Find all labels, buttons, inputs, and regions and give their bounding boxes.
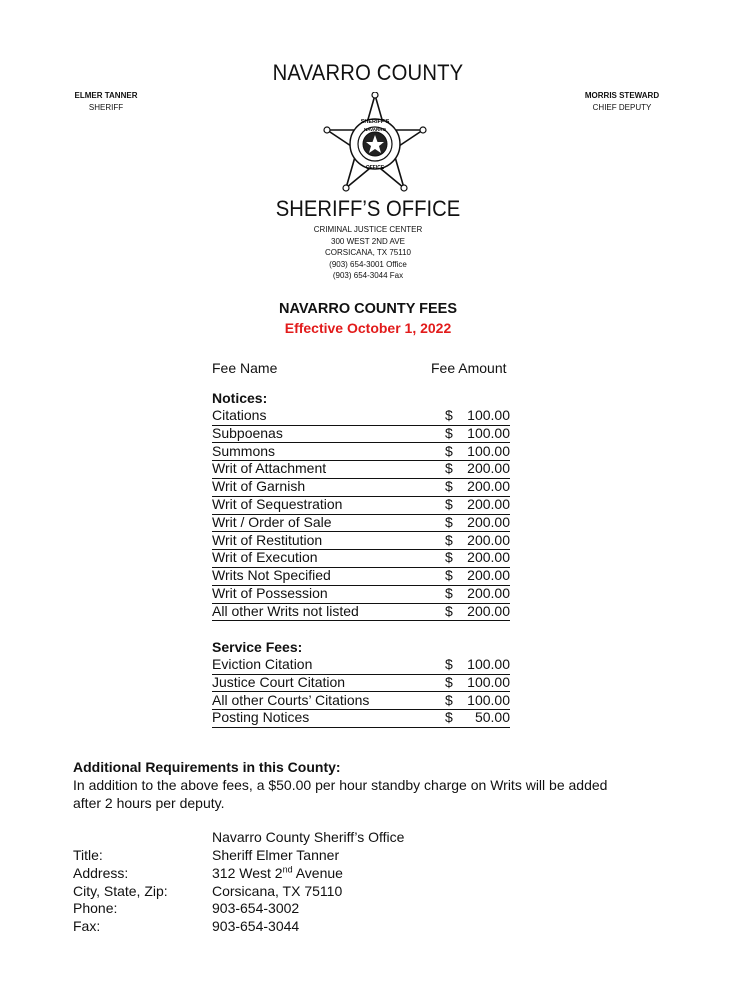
currency-symbol: $ xyxy=(445,442,453,459)
fee-name: Summons xyxy=(212,442,276,459)
badge-top-text: SHERIFF'S xyxy=(360,119,390,125)
fee-name: Eviction Citation xyxy=(212,656,313,672)
fee-amount-header: Fee Amount xyxy=(431,360,507,376)
fee-name: Writ of Possession xyxy=(212,585,328,601)
badge-ring-text: NAVARRO xyxy=(363,127,387,132)
fee-amount: 100.00 xyxy=(467,407,510,423)
effective-date: Effective October 1, 2022 xyxy=(284,320,452,336)
fee-row xyxy=(212,478,510,497)
address-value-end: Avenue xyxy=(292,864,343,881)
fee-row xyxy=(212,514,510,533)
fee-row xyxy=(212,496,510,515)
fee-amount: 100.00 xyxy=(467,442,510,459)
additional-text-line: after 2 hours per deputy. xyxy=(73,795,225,811)
contact-values xyxy=(212,847,343,936)
fee-row xyxy=(212,425,510,444)
fee-amount: 100.00 xyxy=(467,673,510,690)
currency-symbol: $ xyxy=(445,424,453,441)
fee-name: All other Writs not listed xyxy=(212,602,359,619)
fee-row xyxy=(212,567,510,586)
fee-amount: 50.00 xyxy=(474,709,510,726)
fee-amount: 200.00 xyxy=(467,513,510,530)
badge-bottom-text: OFFICE xyxy=(365,165,385,171)
chief-deputy-name: MORRIS STEWARD xyxy=(584,91,660,100)
fee-name: Subpoenas xyxy=(212,424,283,441)
county-heading: NAVARRO COUNTY xyxy=(272,60,464,85)
fee-amount: 200.00 xyxy=(467,460,510,477)
fee-row xyxy=(212,674,510,693)
sheriff-name: ELMER TANNER xyxy=(74,91,138,100)
fee-amount: 200.00 xyxy=(467,585,510,601)
fee-row xyxy=(212,656,510,675)
contact-org: Navarro County Sheriff’s Office xyxy=(212,829,405,845)
address-line: 300 WEST 2ND AVE xyxy=(331,236,405,246)
fee-name: Posting Notices xyxy=(212,709,310,726)
fee-name: Justice Court Citation xyxy=(212,673,346,690)
sheriff-block xyxy=(58,90,154,113)
fee-name: Writs Not Specified xyxy=(212,567,331,584)
office-address xyxy=(0,224,736,282)
additional-heading: Additional Requirements in this County: xyxy=(73,759,341,775)
address-line: CORSICANA, TX 75110 xyxy=(325,248,411,257)
fee-row xyxy=(212,549,510,568)
city-label: City, State, Zip: xyxy=(73,882,168,899)
fax-label: Fax: xyxy=(73,918,101,935)
fee-amount: 200.00 xyxy=(467,478,510,495)
fax-value: 903-654-3044 xyxy=(212,918,300,935)
address-label: Address: xyxy=(73,864,129,881)
currency-symbol: $ xyxy=(445,709,453,726)
currency-symbol: $ xyxy=(445,567,453,584)
currency-symbol: $ xyxy=(445,531,453,548)
fee-name: Writ of Garnish xyxy=(212,478,306,495)
currency-symbol: $ xyxy=(445,673,453,690)
currency-symbol: $ xyxy=(445,460,453,477)
fee-name: Writ / Order of Sale xyxy=(212,513,332,530)
fee-row xyxy=(212,407,510,426)
fee-name: Writ of Sequestration xyxy=(212,496,343,512)
title-label: Title: xyxy=(73,847,103,863)
notices-label: Notices: xyxy=(212,390,268,406)
sheriff-star-badge-icon xyxy=(323,92,427,194)
address-line: (903) 654-3001 Office xyxy=(329,259,407,269)
fee-amount: 100.00 xyxy=(467,424,510,441)
fee-amount: 200.00 xyxy=(467,496,510,512)
fee-amount: 200.00 xyxy=(467,567,510,584)
currency-symbol: $ xyxy=(445,602,453,619)
fee-row xyxy=(212,532,510,551)
currency-symbol: $ xyxy=(445,407,453,423)
fee-name: Citations xyxy=(212,407,267,423)
currency-symbol: $ xyxy=(445,549,453,566)
fee-amount: 100.00 xyxy=(467,656,510,672)
currency-symbol: $ xyxy=(445,585,453,601)
additional-text-line: In addition to the above fees, a $50.00 per hour standby charge on Writs will be added xyxy=(73,777,608,793)
phone-label: Phone: xyxy=(73,900,118,917)
fee-amount: 100.00 xyxy=(467,691,510,708)
title-value: Sheriff Elmer Tanner xyxy=(212,847,340,863)
fees-title: NAVARRO COUNTY FEES xyxy=(278,301,458,317)
address-value xyxy=(212,865,343,883)
fee-amount: 200.00 xyxy=(467,602,510,619)
city-value: Corsicana, TX 75110 xyxy=(212,882,343,899)
fee-amount: 200.00 xyxy=(467,531,510,548)
fee-name: Writ of Attachment xyxy=(212,460,327,477)
fee-row xyxy=(212,692,510,711)
currency-symbol: $ xyxy=(445,513,453,530)
address-value-main: 312 West 2 xyxy=(212,864,283,881)
fee-row xyxy=(212,585,510,604)
currency-symbol: $ xyxy=(445,691,453,708)
fee-row xyxy=(212,603,510,622)
additional-text xyxy=(73,776,607,812)
sheriff-title: SHERIFF xyxy=(88,102,124,112)
office-heading: SHERIFF’S OFFICE xyxy=(275,196,461,221)
address-value-sup: nd xyxy=(282,864,293,875)
chief-deputy-block xyxy=(572,90,672,113)
phone-value: 903-654-3002 xyxy=(212,900,300,917)
fee-name-header: Fee Name xyxy=(212,360,278,376)
fee-row xyxy=(212,460,510,479)
fee-row xyxy=(212,709,510,728)
fee-name: Writ of Execution xyxy=(212,549,318,566)
service-fees-label: Service Fees: xyxy=(212,639,303,655)
fee-amount: 200.00 xyxy=(467,549,510,566)
fee-row xyxy=(212,443,510,462)
fee-name: All other Courts’ Citations xyxy=(212,691,370,708)
contact-labels xyxy=(73,847,168,936)
currency-symbol: $ xyxy=(445,496,453,512)
chief-deputy-title: CHIEF DEPUTY xyxy=(592,102,652,112)
currency-symbol: $ xyxy=(445,656,453,672)
address-line: (903) 654-3044 Fax xyxy=(332,271,404,280)
address-line: CRIMINAL JUSTICE CENTER xyxy=(313,225,423,234)
currency-symbol: $ xyxy=(445,478,453,495)
fee-name: Writ of Restitution xyxy=(212,531,323,548)
